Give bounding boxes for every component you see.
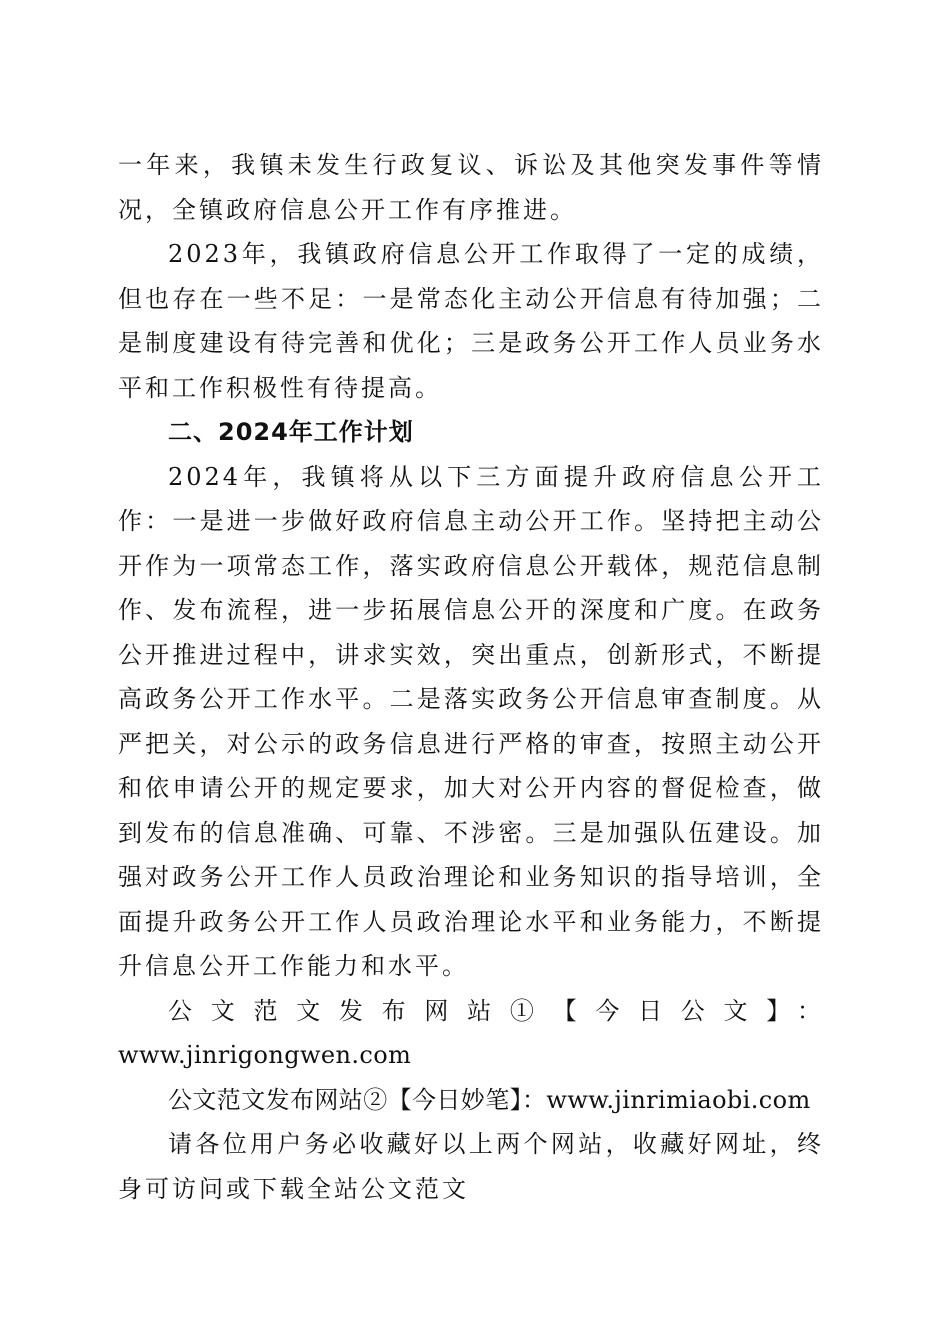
paragraph-summary: 一年来，我镇未发生行政复议、诉讼及其他突发事件等情况，全镇政府信息公开工作有序推进。 — [118, 151, 824, 224]
website-1-url[interactable]: www.jinrigongwen.com — [118, 1041, 412, 1069]
document-page — [118, 143, 824, 1211]
closing-note: 请各位用户务必收藏好以上两个网站，收藏好网址，终身可访问或下载全站公文范文 — [118, 1130, 824, 1203]
paragraph-work-plan: 2024年，我镇将从以下三方面提升政府信息公开工作：一是进一步做好政府信息主动公开工作。坚持把主动公开作为一项常态工作，落实政府信息公开载体，规范信息制作、发布流程，进一步拓展信息公开的深度和广度。在政务公开推进过程中，讲求实效，突出重点，创新形式，不断提高政务公开工作水平。二是落实政务公开信息审查制度。从严把关，对公示的政务信息进行严格的审查，按照主动公开和依申请公开的规定要求，加大对公开内容的督促检查，做到发布的信息准确、可靠、不涉密。三是加强队伍建设。加强对政务公开工作人员政治理论和业务知识的指导培训，全面提升政务公开工作人员政治理论水平和业务能力，不断提升信息公开工作能力和水平。 — [118, 462, 824, 980]
section-heading: 二、2024年工作计划 — [168, 418, 414, 446]
website-2-line[interactable]: 公文范文发布网站②【今日妙笔】：www.jinrimiaobi.com — [168, 1085, 811, 1114]
paragraph-shortcomings: 2023年，我镇政府信息公开工作取得了一定的成绩，但也存在一些不足：一是常态化主动公开信息有待加强；二是制度建设有待完善和优化；三是政务公开工作人员业务水平和工作积极性有待提高。 — [118, 240, 824, 402]
website-1-label: 公文范文发布网站①【今日公文】： — [168, 996, 824, 1025]
